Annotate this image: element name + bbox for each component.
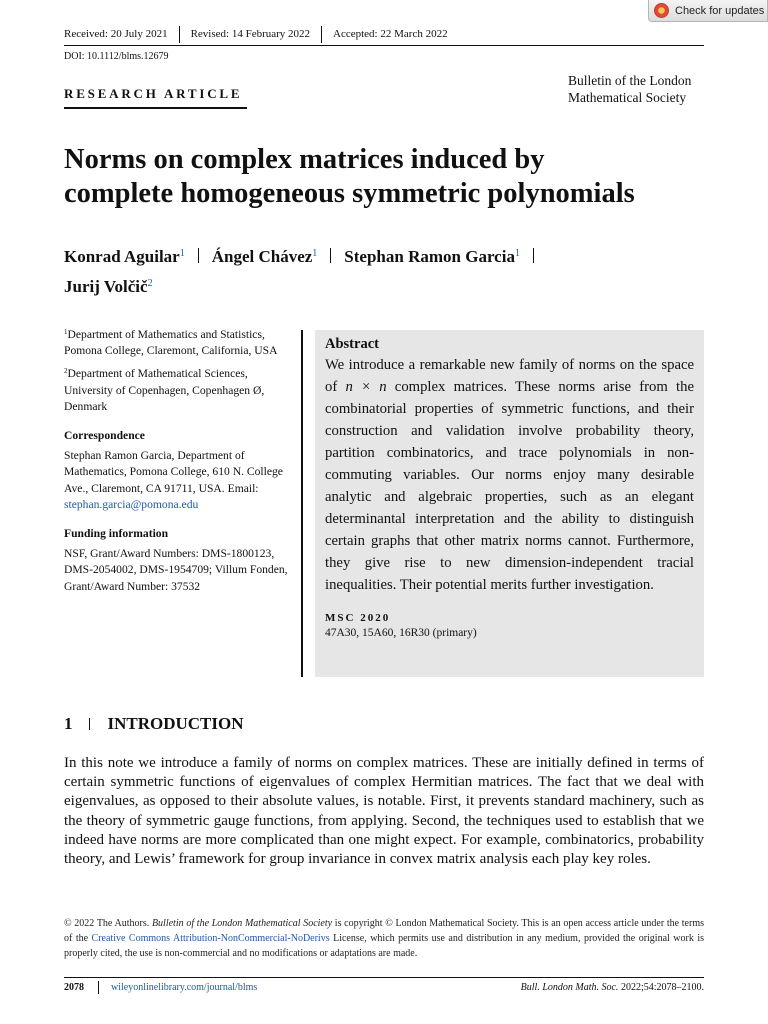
accepted-date: Accepted: 22 March 2022 xyxy=(333,28,448,40)
section-title: INTRODUCTION xyxy=(107,714,244,733)
copyright-journal: Bulletin of the London Mathematical Society xyxy=(151,918,333,929)
received-date: Received: 20 July 2021 xyxy=(64,28,168,40)
author[interactable] xyxy=(64,247,185,266)
footer-rule xyxy=(64,977,704,978)
divider xyxy=(179,26,180,43)
section-heading xyxy=(64,714,244,734)
divider xyxy=(89,718,90,730)
author-name: Stephan Ramon Garcia xyxy=(344,247,515,266)
affiliation-text: Department of Mathematics and Statistics, Pomona College, Claremont, California, USA xyxy=(64,328,278,358)
author[interactable] xyxy=(64,277,153,296)
correspondence-text xyxy=(64,448,288,513)
abstract-heading: Abstract xyxy=(325,336,379,352)
title-line: Norms on complex matrices induced by xyxy=(64,144,545,175)
copyright-start: © 2022 The Authors. xyxy=(64,918,152,929)
article-type: RESEARCH ARTICLE xyxy=(64,86,243,101)
citation xyxy=(521,982,704,993)
divider xyxy=(330,248,331,263)
email-link[interactable]: stephan.garcia@pomona.edu xyxy=(64,497,199,511)
header-rule xyxy=(64,45,704,46)
affiliation xyxy=(64,324,288,359)
article-type-underline xyxy=(64,107,247,109)
citation-journal: Bull. London Math. Soc. xyxy=(520,982,619,993)
abstract-text-start: We introduce a remarkable new family of norms on the space of xyxy=(325,357,694,395)
abstract-text-rest: complex matrices. These norms arise from the combinatorial properties of symmetric functions, and their construction and validation involve probability theory, partition combinatorics, and trace polynomials in non-commuting variables. Our norms enjoy many desirable analytic and algebraic properties, such as an elegant determinantal interpretation and the ability to distinguish certain graphs that other matrix norms cannot. Furthermore, they give rise to new dimension-independent tracial inequalities. Their potential merits further investigation. xyxy=(325,379,694,593)
paper-title xyxy=(64,143,724,211)
crossmark-icon xyxy=(654,3,669,18)
divider xyxy=(198,248,199,263)
divider xyxy=(98,981,99,994)
article-info-column xyxy=(64,324,288,599)
affiliation xyxy=(64,363,288,415)
doi: DOI: 10.1112/blms.12679 xyxy=(64,51,169,62)
check-for-updates-label: Check for updates xyxy=(675,4,765,17)
copyright-middle: is copyright © London Mathematical Society. This is an open access article under the terms of the xyxy=(64,918,704,944)
revised-date: Revised: 14 February 2022 xyxy=(190,28,311,40)
journal-name-line: Bulletin of the London xyxy=(568,73,692,88)
author-name: Konrad Aguilar xyxy=(64,247,180,266)
abstract-box xyxy=(315,330,704,677)
page-number: 2078 xyxy=(64,982,84,993)
divider xyxy=(533,248,534,263)
msc-heading: MSC 2020 xyxy=(325,612,391,624)
author-list xyxy=(64,240,724,300)
journal-url-link[interactable]: wileyonlinelibrary.com/journal/blms xyxy=(111,982,258,993)
title-line: complete homogeneous symmetric polynomials xyxy=(64,178,635,209)
citation-details: 2022;54:2078–2100. xyxy=(618,982,704,993)
affiliation-marker[interactable]: 1 xyxy=(312,248,318,259)
affiliation-text: Department of Mathematical Sciences, University of Copenhagen, Copenhagen Ø, Denmark xyxy=(64,367,265,413)
author[interactable] xyxy=(212,247,318,266)
page-footer xyxy=(64,981,704,994)
intro-paragraph: In this note we introduce a family of norms on complex matrices. These are initially defined in terms of certain symmetric functions of eigenvalues of complex Hermitian matrices. The fact that we deal with eigenvalues, as opposed to their absolute values, is notable. First, it prevents standard machinery, such as the theory of symmetric gauge functions, from applying. Second, the techniques used to establish that we indeed have norms are more complicated than one might expect. For example, combinatorics, probability theory, and Lewis’ framework for group invariance in convex matrix analysis each play key roles. xyxy=(64,755,704,868)
article-dates xyxy=(64,22,704,46)
correspondence-address: Stephan Ramon Garcia, Department of Mathematics, Pomona College, 610 N. College Ave., Claremont, CA 91711, USA. xyxy=(64,449,283,495)
journal-name-line: Mathematical Society xyxy=(568,90,687,105)
author-name: Ángel Chávez xyxy=(211,247,313,266)
math-expression: n × n xyxy=(345,379,387,395)
funding-heading: Funding information xyxy=(64,527,169,541)
license-link[interactable]: Creative Commons Attribution-NonCommercial-NoDerivs xyxy=(91,933,330,944)
check-for-updates-button[interactable] xyxy=(648,0,768,22)
affiliation-marker[interactable]: 2 xyxy=(147,278,153,289)
abstract-text xyxy=(325,354,694,596)
author-name: Jurij Volčič xyxy=(64,277,148,296)
affiliation-number: 2 xyxy=(64,367,68,376)
correspondence-heading: Correspondence xyxy=(64,429,145,443)
column-divider xyxy=(301,330,303,677)
journal-name xyxy=(568,72,718,106)
msc-codes: 47A30, 15A60, 16R30 (primary) xyxy=(325,627,477,639)
author[interactable] xyxy=(344,247,520,266)
funding-text: NSF, Grant/Award Numbers: DMS-1800123, DMS-2054002, DMS-1954709; Villum Fonden, Grant/Award Number: 37532 xyxy=(64,547,288,593)
affiliation-marker[interactable]: 1 xyxy=(514,248,520,259)
affiliation-number: 1 xyxy=(64,328,68,336)
section-number: 1 xyxy=(64,714,73,733)
email-label: Email: xyxy=(227,481,259,495)
affiliation-marker[interactable]: 1 xyxy=(179,248,185,259)
copyright-end: License, which permits use and distribution in any medium, provided the original work is properly cited, the use is non-commercial and no modifications or adaptations are made. xyxy=(64,933,705,959)
copyright-notice xyxy=(64,916,704,961)
divider xyxy=(321,26,322,43)
